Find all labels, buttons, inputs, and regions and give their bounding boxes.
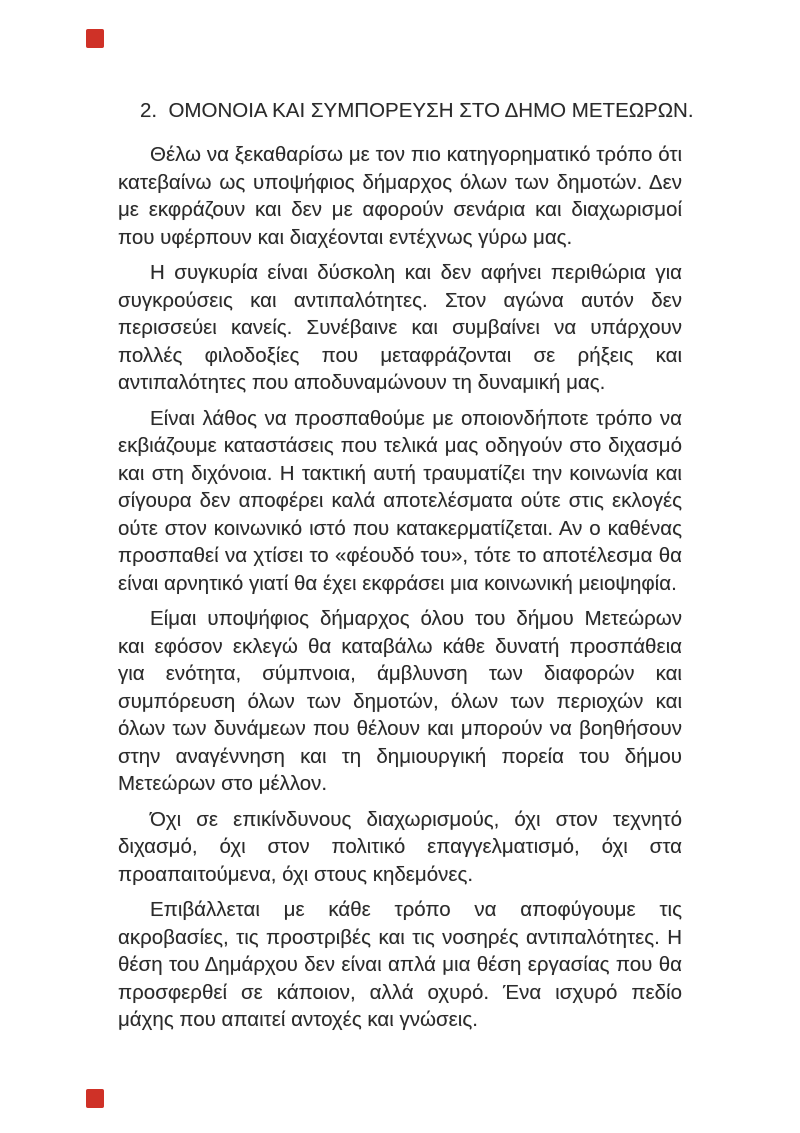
paragraph-2: Η συγκυρία είναι δύσκολη και δεν αφήνει περιθώρια για συγκρούσεις και αντιπαλότητες. Στον αγώνα αυτόν δεν περισσεύει κανείς. Συνέβαινε και συμβαίνει να υπάρχουν πολλές φιλοδοξίες που μεταφράζονται σε ρήξεις και αντιπαλότητες που αποδυναμώνουν τη δυναμική μας.: [118, 261, 682, 394]
paragraph-3: Είναι λάθος να προσπαθούμε με οποιονδήποτε τρόπο να εκβιάζουμε καταστάσεις που τελικά μας οδηγούν στο διχασμό και στη διχόνοια. Η τακτική αυτή τραυματίζει την κοινωνία και σίγουρα δεν αποφέρει καλά αποτελέσματα ούτε στις εκλογές ούτε στον κοινωνικό ιστό που κατακερματίζεται. Αν ο καθένας προσπαθεί να χτίσει το «φέουδό του», τότε το αποτέλεσμα θα είναι αρνητικό γιατί θα έχει εκφράσει μια κοινωνική μειοψηφία.: [118, 406, 682, 595]
paragraph-5: Όχι σε επικίνδυνους διαχωρισμούς, όχι στον τεχνητό διχασμό, όχι στον πολιτικό επαγγελματισμό, όχι στα προαπαιτούμενα, όχι στους κηδεμόνες.: [118, 807, 682, 886]
red-stamp-mark-top: [86, 29, 104, 48]
document-content: [118, 97, 694, 1042]
paragraph-4: Είμαι υποψήφιος δήμαρχος όλου του δήμου Μετεώρων και εφόσον εκλεγώ θα καταβάλω κάθε δυνατή προσπάθεια για ενότητα, σύμπνοια, άμβλυνση των διαφορών και συμπόρευση όλων των δημοτών, όλων των περιοχών και όλων των δυνάμεων που θέλουν και μπορούν να βοηθήσουν στην αναγέννηση και τη δημιουργική πορεία του δήμου Μετεώρων στο μέλλον.: [118, 607, 682, 795]
paragraph-1: Θέλω να ξεκαθαρίσω με τον πιο κατηγορηματικό τρόπο ότι κατεβαίνω ως υποψήφιος δήμαρχος όλων των δημοτών. Δεν με εκφράζουν και δεν με αφορούν σενάρια και διαχωρισμοί που υφέρπουν και διαχέονται εντέχνως γύρω μας.: [118, 143, 682, 249]
red-stamp-mark-bottom: [86, 1089, 104, 1108]
paragraph-6: Επιβάλλεται με κάθε τρόπο να αποφύγουμε τις ακροβασίες, τις προστριβές και τις νοσηρές αντιπαλότητες. Η θέση του Δημάρχου δεν είναι απλά μια θέση εργασίας που θα προσφερθεί σε κάποιον, αλλά οχυρό. Ένα ισχυρό πεδίο μάχης που απαιτεί αντοχές και γνώσεις.: [118, 898, 682, 1031]
section-heading: 2. ΟΜΟΝΟΙΑ ΚΑΙ ΣΥΜΠΟΡΕΥΣΗ ΣΤΟ ΔΗΜΟ ΜΕΤΕΩΡΩΝ.: [140, 99, 694, 122]
